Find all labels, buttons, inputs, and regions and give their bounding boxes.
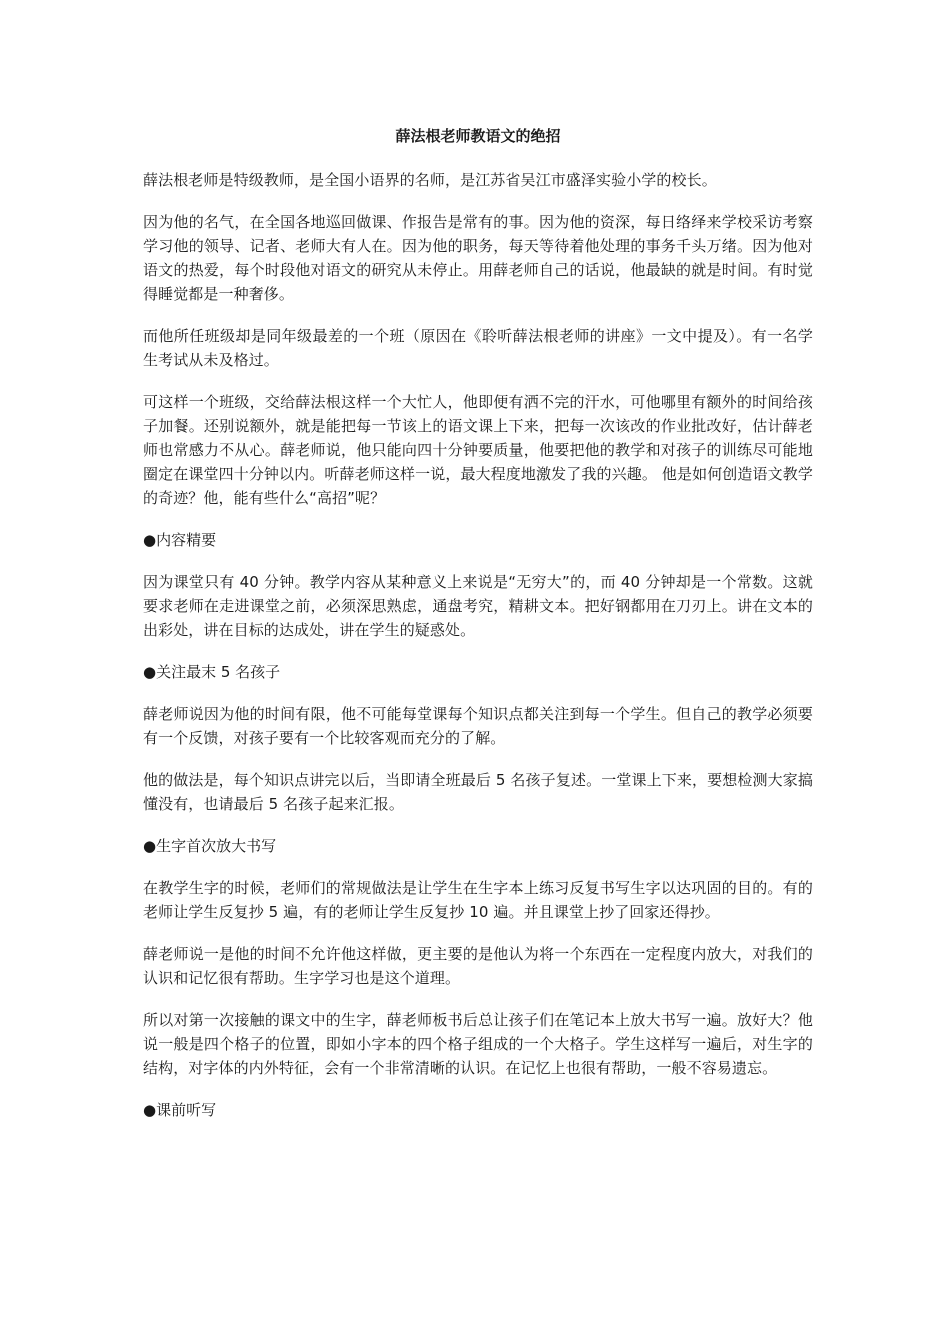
- paragraph: 薛老师说因为他的时间有限，他不可能每堂课每个知识点都关注到每一个学生。但自己的教学必须要有一个反馈，对孩子要有一个比较客观而充分的了解。: [143, 705, 813, 747]
- paragraph: 薛老师说一是他的时间不允许他这样做，更主要的是他认为将一个东西在一定程度内放大，对我们的认识和记忆很有帮助。生字学习也是这个道理。: [143, 945, 813, 987]
- paragraph: 因为他的名气，在全国各地巡回做课、作报告是常有的事。因为他的资深，每日络绎来学校采访考察学习他的领导、记者、老师大有人在。因为他的职务，每天等待着他处理的事务千头万绪。因为他对语文的热爱，每个时段他对语文的研究从未停止。用薛老师自己的话说，他最缺的就是时间。有时觉得睡觉都是一种奢侈。: [143, 213, 813, 303]
- paragraph: 在教学生字的时候，老师们的常规做法是让学生在生字本上练习反复书写生字以达巩固的目的。有的老师让学生反复抄 5 遍，有的老师让学生反复抄 10 遍。并且课堂上抄了回家还得抄。: [143, 879, 813, 921]
- paragraph: 而他所任班级却是同年级最差的一个班（原因在《聆听薛法根老师的讲座》一文中提及）。有一名学生考试从未及格过。: [143, 327, 813, 369]
- paragraph: 薛法根老师是特级教师，是全国小语界的名师，是江苏省吴江市盛泽实验小学的校长。: [143, 171, 717, 189]
- section-heading: ●关注最末 5 名孩子: [143, 663, 281, 681]
- paragraph: 所以对第一次接触的课文中的生字，薛老师板书后总让孩子们在笔记本上放大书写一遍。放好大？他说一般是四个格子的位置，即如小字本的四个格子组成的一个大格子。学生这样写一遍后，对生字的结构，对字体的内外特征，会有一个非常清晰的认识。在记忆上也很有帮助，一般不容易遗忘。: [143, 1011, 813, 1077]
- section-heading: ●课前听写: [143, 1101, 217, 1119]
- section-heading: ●内容精要: [143, 531, 217, 549]
- paragraph: 他的做法是，每个知识点讲完以后，当即请全班最后 5 名孩子复述。一堂课上下来，要想检测大家搞懂没有，也请最后 5 名孩子起来汇报。: [143, 771, 813, 813]
- document-title: 薛法根老师教语文的绝招: [395, 127, 561, 145]
- paragraph: 因为课堂只有 40 分钟。教学内容从某种意义上来说是“无穷大”的，而 40 分钟却是一个常数。这就要求老师在走进课堂之前，必须深思熟虑，通盘考究，精耕文本。把好钢都用在刀刃上。讲在文本的出彩处，讲在目标的达成处，讲在学生的疑惑处。: [143, 573, 813, 639]
- paragraph: 可这样一个班级，交给薛法根这样一个大忙人，他即便有洒不完的汗水，可他哪里有额外的时间给孩子加餐。还别说额外，就是能把每一节该上的语文课上下来，把每一次该改的作业批改好，估计薛老师也常感力不从心。薛老师说，他只能向四十分钟要质量，他要把他的教学和对孩子的训练尽可能地圈定在课堂四十分钟以内。听薛老师这样一说，最大程度地激发了我的兴趣。 他是如何创造语文教学的奇迹？他，能有些什么“高招”呢？: [143, 393, 813, 507]
- section-heading: ●生字首次放大书写: [143, 837, 277, 855]
- document-page: [143, 124, 813, 1140]
